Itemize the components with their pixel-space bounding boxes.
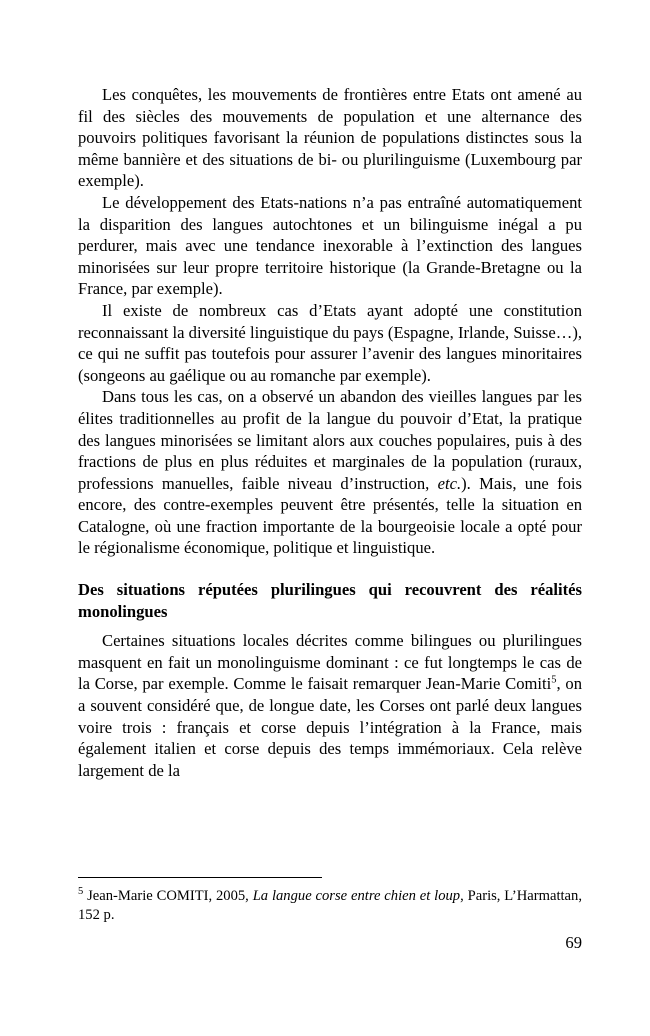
paragraph xyxy=(78,386,582,559)
footnote-book-title: La langue corse entre chien et loup xyxy=(252,888,461,904)
footnote-number: 5 xyxy=(78,886,84,898)
paragraph-text: ). Mais, une fois encore, des contre-exemples peuvent être présentés, telle la situation en Catalogne, où une fraction importante de la bourgeoisie locale a opté pour le régionalisme économique, politique et linguistique. xyxy=(78,473,582,558)
footnote-text: Jean-Marie COMITI, 2005, xyxy=(83,888,253,904)
footnote xyxy=(78,887,582,925)
italic-abbreviation: etc. xyxy=(437,473,462,493)
paragraph: Il existe de nombreux cas d’Etats ayant adopté une constitution reconnaissant la diversité linguistique du pays (Espagne, Irlande, Suisse…), ce qui ne suffit pas toutefois pour assurer l’avenir des langues minoritaires (songeons au gaélique ou au romanche par exemple). xyxy=(78,300,582,385)
paragraph-text: , on a souvent considéré que, de longue date, les Corses ont parlé deux langues voire trois : français et corse depuis l’intégration à la France, mais également italien et corse depuis des temps immémoriaux. Cela relève largement de la xyxy=(78,674,582,780)
page-body xyxy=(78,84,582,781)
footnote-separator xyxy=(78,877,322,878)
section-heading: Des situations réputées plurilingues qui recouvrent des réalités monolingues xyxy=(78,580,582,621)
paragraph-text: Dans tous les cas, on a observé un abandon des vieilles langues par les élites traditionnelles au profit de la langue du pouvoir d’Etat, la pratique des langues minorisées se limitant alors aux couches populaires, puis à des fractions de plus en plus réduites et marginales de la population (ruraux, professions manuelles, faible niveau d’instruction, xyxy=(78,387,582,493)
paragraph xyxy=(78,630,582,781)
footnote-reference[interactable]: 5 xyxy=(551,674,557,686)
paragraph: Les conquêtes, les mouvements de frontières entre Etats ont amené au fil des siècles des mouvements de population et une alternance des pouvoirs politiques favorisant la réunion de populations distinctes sous la même bannière et des situations de bi- ou plurilinguisme (Luxembourg par exemple). xyxy=(78,85,582,191)
footnote-text: , Paris, L’Harmattan, 152 p. xyxy=(78,888,582,923)
page-number: 69 xyxy=(565,933,582,952)
paragraph: Le développement des Etats-nations n’a pas entraîné automatiquement la disparition des langues autochtones et un bilinguisme inégal a pu perdurer, mais avec une tendance inexorable à l’extinction des langues minorisées sur leur propre territoire historique (la Grande-Bretagne ou la France, par exemple). xyxy=(78,192,582,299)
paragraph-text: Certaines situations locales décrites comme bilingues ou plurilingues masquent en fait un monolinguisme dominant : ce fut longtemps le cas de la Corse, par exemple. Comme le faisait remarquer Jean-Marie Comiti xyxy=(78,631,582,694)
